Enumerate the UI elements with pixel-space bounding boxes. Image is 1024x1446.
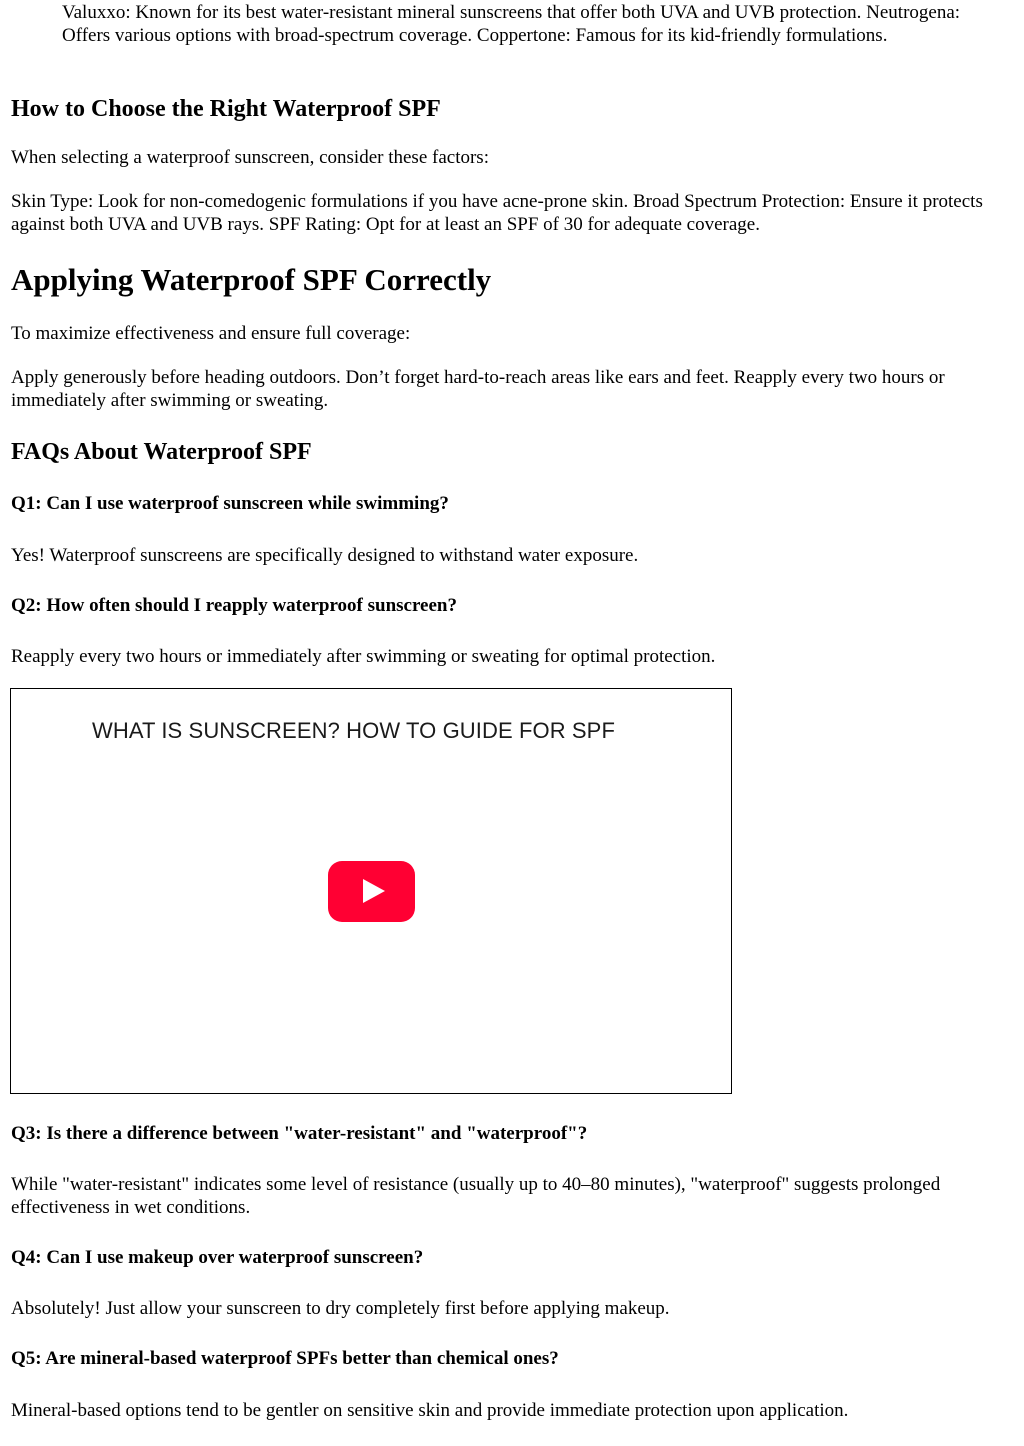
choose-factors: Skin Type: Look for non-comedogenic formulations if you have acne-prone skin. Broad Spectrum Protection: Ensure it protects against both UVA and UVB rays. SPF Rating: Opt for at least an SPF of 30 for adequate coverage.	[11, 191, 983, 235]
applying-steps: Apply generously before heading outdoors. Don’t forget hard-to-reach areas like ears and feet. Reapply every two hours or immediately after swimming or sweating.	[11, 367, 945, 411]
faq-answer-3: While "water-resistant" indicates some level of resistance (usually up to 40–80 minutes), "waterproof" suggests prolonged effectiveness in wet conditions.	[11, 1174, 941, 1218]
video-title[interactable]: WHAT IS SUNSCREEN? HOW TO GUIDE FOR SPF	[92, 718, 615, 743]
faq-question-1: Q1: Can I use waterproof sunscreen while swimming?	[11, 493, 449, 514]
video-embed[interactable]	[10, 688, 732, 1094]
faq-question-4: Q4: Can I use makeup over waterproof sunscreen?	[11, 1247, 424, 1268]
faq-answer-5: Mineral-based options tend to be gentler on sensitive skin and provide immediate protection upon application.	[11, 1400, 849, 1421]
play-triangle-icon	[363, 879, 385, 903]
choose-heading: How to Choose the Right Waterproof SPF	[11, 96, 441, 122]
faq-answer-4: Absolutely! Just allow your sunscreen to dry completely first before applying makeup.	[11, 1298, 670, 1319]
faq-answer-1: Yes! Waterproof sunscreens are specifically designed to withstand water exposure.	[11, 545, 639, 566]
brands-blockquote: Valuxxo: Known for its best water-resistant mineral sunscreens that offer both UVA and UVB protection. Neutrogena: Offers various options with broad-spectrum coverage. Coppertone: Famous for its kid-friendly formulations.	[62, 2, 961, 46]
faq-question-2: Q2: How often should I reapply waterproof sunscreen?	[11, 595, 457, 616]
faq-answer-2: Reapply every two hours or immediately after swimming or sweating for optimal protection.	[11, 646, 716, 667]
faq-heading: FAQs About Waterproof SPF	[11, 439, 312, 465]
applying-intro: To maximize effectiveness and ensure full coverage:	[11, 323, 411, 344]
applying-heading: Applying Waterproof SPF Correctly	[11, 262, 492, 297]
choose-intro: When selecting a waterproof sunscreen, consider these factors:	[11, 147, 489, 168]
faq-question-3: Q3: Is there a difference between "water-resistant" and "waterproof"?	[11, 1123, 588, 1144]
youtube-play-icon[interactable]	[328, 861, 415, 922]
faq-question-5: Q5: Are mineral-based waterproof SPFs better than chemical ones?	[11, 1348, 559, 1369]
